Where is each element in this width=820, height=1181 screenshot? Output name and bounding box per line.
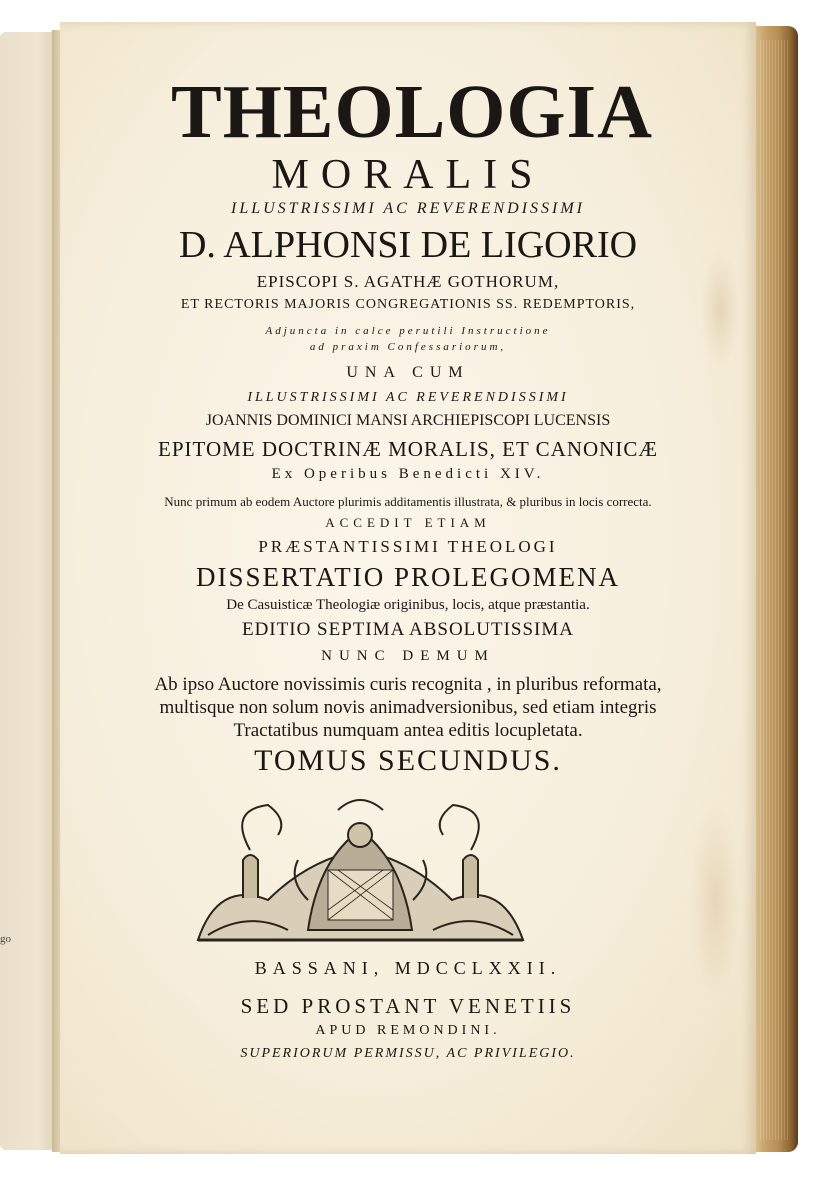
left-page-margin-text: go bbox=[0, 933, 11, 945]
revision-line-1: Ab ipso Auctore novissimis curis recognita , in pluribus reformata, bbox=[154, 674, 662, 695]
honorific-line-2: ILLUSTRISSIMI AC REVERENDISSIMI bbox=[247, 390, 569, 405]
imprint-printer: APUD REMONDINI. bbox=[315, 1023, 501, 1038]
source-works: Ex Operibus Benedicti XIV. bbox=[271, 466, 545, 482]
author-name: D. ALPHONSI DE LIGORIO bbox=[178, 224, 638, 266]
main-title: THEOLOGIA bbox=[171, 70, 653, 154]
revision-line-2: multisque non solum novis animadversionibus, sed etiam integris bbox=[159, 697, 657, 718]
dissertatio-title: DISSERTATIO PROLEGOMENA bbox=[196, 562, 620, 592]
accedit-etiam: ACCEDIT ETIAM bbox=[325, 515, 491, 530]
subtitle-moralis: MORALIS bbox=[271, 152, 545, 198]
second-author: JOANNIS DOMINICI MANSI ARCHIEPISCOPI LUCENSIS bbox=[205, 412, 611, 429]
dissertatio-subtitle: De Casuisticæ Theologiæ originibus, locis, atque præstantia. bbox=[226, 597, 590, 613]
una-cum: UNA CUM bbox=[346, 364, 470, 381]
addendum-line-2: ad praxim Confessariorum, bbox=[309, 341, 507, 353]
imprint-place-date: BASSANI, MDCCLXXII. bbox=[254, 958, 562, 978]
nunc-demum: NUNC DEMUM bbox=[321, 648, 495, 664]
edition-statement: EDITIO SEPTIMA ABSOLUTISSIMA bbox=[241, 619, 575, 640]
page-block-lines bbox=[760, 40, 790, 1140]
volume-number: TOMUS SECUNDUS. bbox=[254, 744, 562, 777]
addendum-line-1: Adjuncta in calce perutili Instructione bbox=[265, 325, 551, 337]
honorific-line: ILLUSTRISSIMI AC REVERENDISSIMI bbox=[231, 200, 585, 217]
revision-line-3: Tractatibus numquam antea editis locupletata. bbox=[233, 720, 583, 741]
imprint-venice: SED PROSTANT VENETIIS bbox=[240, 994, 576, 1018]
privilege-line: SUPERIORUM PERMISSU, AC PRIVILEGIO. bbox=[240, 1046, 576, 1061]
printers-ornament-icon bbox=[188, 790, 533, 950]
author-title-2: ET RECTORIS MAJORIS CONGREGATIONIS SS. REDEMPTORIS, bbox=[180, 297, 636, 312]
edition-note: Nunc primum ab eodem Auctore plurimis additamentis illustrata, & pluribus in locis correcta. bbox=[164, 494, 652, 509]
theologi-line: PRÆSTANTISSIMI THEOLOGI bbox=[258, 537, 558, 556]
author-title-1: EPISCOPI S. AGATHÆ GOTHORUM, bbox=[256, 272, 560, 291]
epitome-title: EPITOME DOCTRINÆ MORALIS, ET CANONICÆ bbox=[158, 437, 658, 461]
